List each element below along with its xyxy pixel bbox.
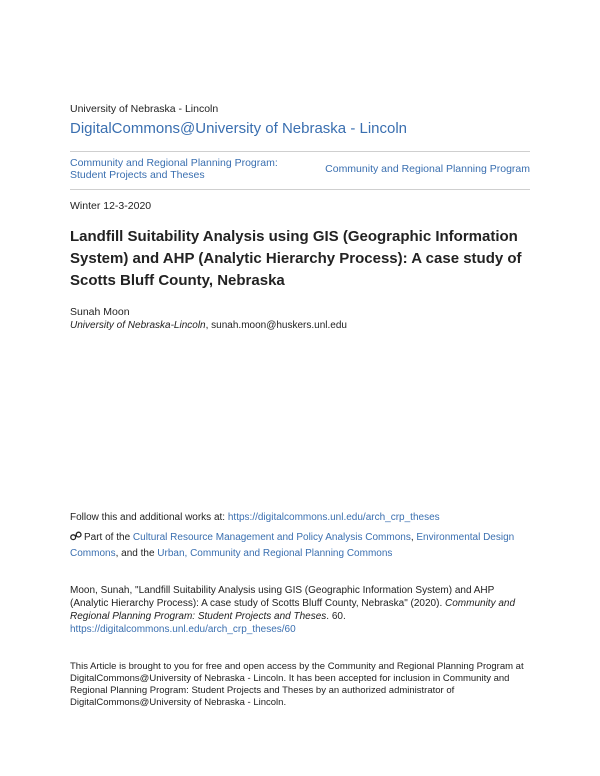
citation-url[interactable]: https://digitalcommons.unl.edu/arch_crp_theses/60 (70, 624, 296, 635)
part-of-prefix: Part of the (84, 532, 133, 543)
affiliation-name: University of Nebraska-Lincoln (70, 320, 206, 331)
divider-bottom (70, 189, 530, 190)
repository-link[interactable]: DigitalCommons@University of Nebraska - Lincoln (70, 120, 408, 137)
document-title: Landfill Suitability Analysis using GIS (Geographic Information System) and AHP (Analytic Hierarchy Process): A case study of Scotts Bluff County, Nebraska (70, 228, 522, 289)
part-of-sep1: , (410, 532, 417, 543)
part-of-sep2: , and the (115, 548, 158, 559)
series-link-left[interactable]: Community and Regional Planning Program: Student Projects and Theses (70, 157, 278, 181)
commons-link-urban[interactable]: Urban, Community and Regional Planning Commons (157, 548, 393, 559)
author-affiliation (70, 320, 347, 331)
part-of-line (70, 530, 530, 562)
citation-series: Community and Regional Planning Program: Student Projects and Theses (70, 598, 516, 622)
divider-top (70, 151, 530, 152)
series-link-right[interactable]: Community and Regional Planning Program (325, 163, 530, 175)
publication-date: Winter 12-3-2020 (70, 200, 152, 212)
author-name: Sunah Moon (70, 306, 130, 318)
commons-link-cultural[interactable]: Cultural Resource Management and Policy Analysis Commons (132, 532, 411, 543)
citation-number: . 60. (326, 611, 346, 622)
network-link-icon (70, 531, 82, 541)
recommended-citation (70, 584, 530, 636)
access-notice: This Article is brought to you for free and open access by the Community and Regional Planning Program at DigitalCommons@University of Nebraska - Lincoln. It has been accepted for inclusion in Community and Regional Planning Program: Student Projects and Theses by an authorized administrator of DigitalCommons@University of Nebraska - Lincoln. (70, 661, 524, 708)
follow-text: Follow this and additional works at: (70, 512, 228, 523)
university-name: University of Nebraska - Lincoln (70, 103, 219, 115)
author-email: , sunah.moon@huskers.unl.edu (205, 320, 347, 331)
citation-text: Moon, Sunah, "Landfill Suitability Analysis using GIS (Geographic Information System) and AHP (Analytic Hierarchy Process): A case study of Scotts Bluff County, Nebraska" (2020). (70, 585, 495, 609)
follow-line (70, 512, 440, 523)
collection-link[interactable]: https://digitalcommons.unl.edu/arch_crp_theses (227, 512, 440, 523)
commons-link-environmental[interactable]: Environmental Design Commons (70, 532, 515, 559)
